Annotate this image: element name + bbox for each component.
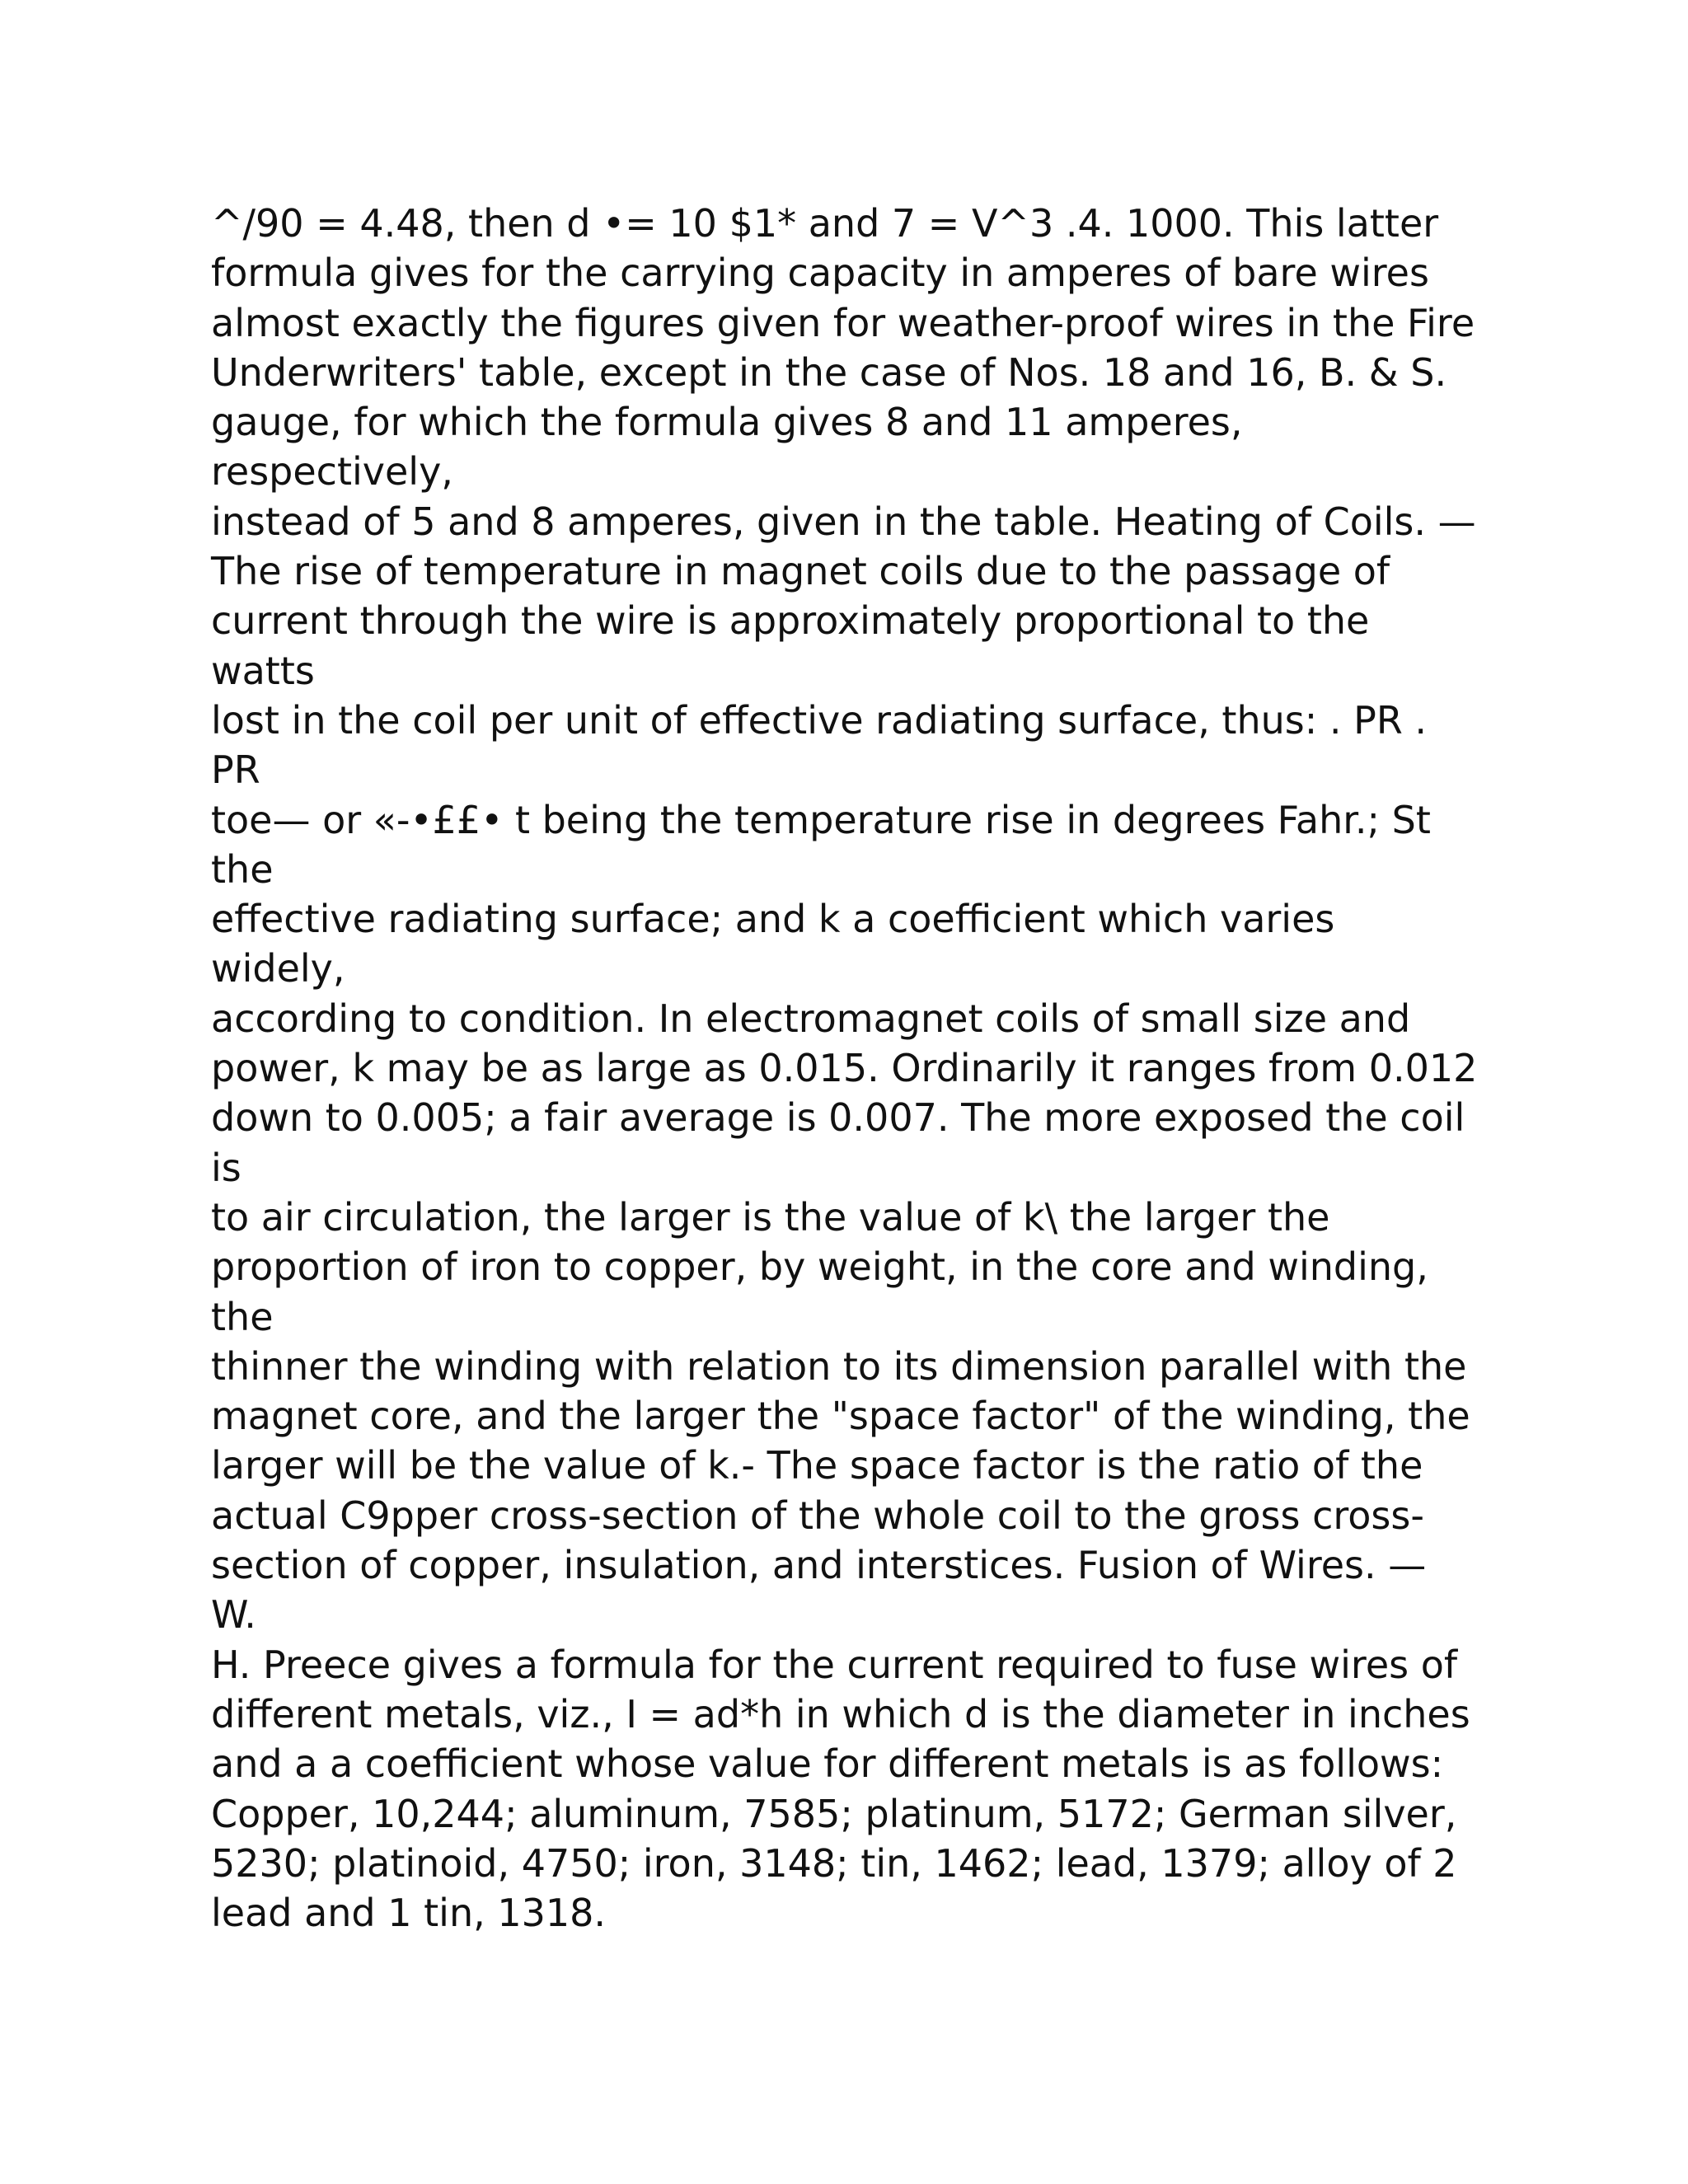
- body-text: ^/90 = 4.48, then d •= 10 $1* and 7 = V^3 .4. 1000. This latter formula gives for the carrying capacity in amperes of bare wires almost exactly the figures given for weather-proof wires in the Fire Underwriters' table, except in the case of Nos. 18 and 16, B. & S. gauge, for which the formula gives 8 and 11 amperes, respectively, instead of 5 and 8 amperes, given in the table. Heating of Coils. — The rise of temperature in magnet coils due to the passage of current through the wire is approximately proportional to the watts lost in the coil per unit of effective radiating surface, thus: . PR . PR toe— or «-•££• t being the temperature rise in degrees Fahr.; St the effective radiating surface; and k a coefficient which varies widely, according to condition. In electromagnet coils of small size and power, k may be as large as 0.015. Ordinarily it ranges from 0.012 down to 0.005; a fair average is 0.007. The more exposed the coil is to air circulation, the larger is the value of k\ the larger the proportion of iron to copper, by weight, in the core and winding, the thinner the winding with relation to its dimension parallel with the magnet core, and the larger the "space factor" of the winding, the larger will be the value of k.- The space factor is the ratio of the actual C9pper cross-section of the whole coil to the gross cross- section of copper, insulation, and interstices. Fusion of Wires. — W. H. Preece gives a formula for the current required to fuse wires of different metals, viz., I = ad*h in which d is the diameter in inches and a a coefficient whose value for different metals is as follows: Copper, 10,244; aluminum, 7585; platinum, 5172; German silver, 5230; platinoid, 4750; iron, 3148; tin, 1462; lead, 1379; alloy of 2 lead and 1 tin, 1318.: [211, 201, 1478, 1936]
